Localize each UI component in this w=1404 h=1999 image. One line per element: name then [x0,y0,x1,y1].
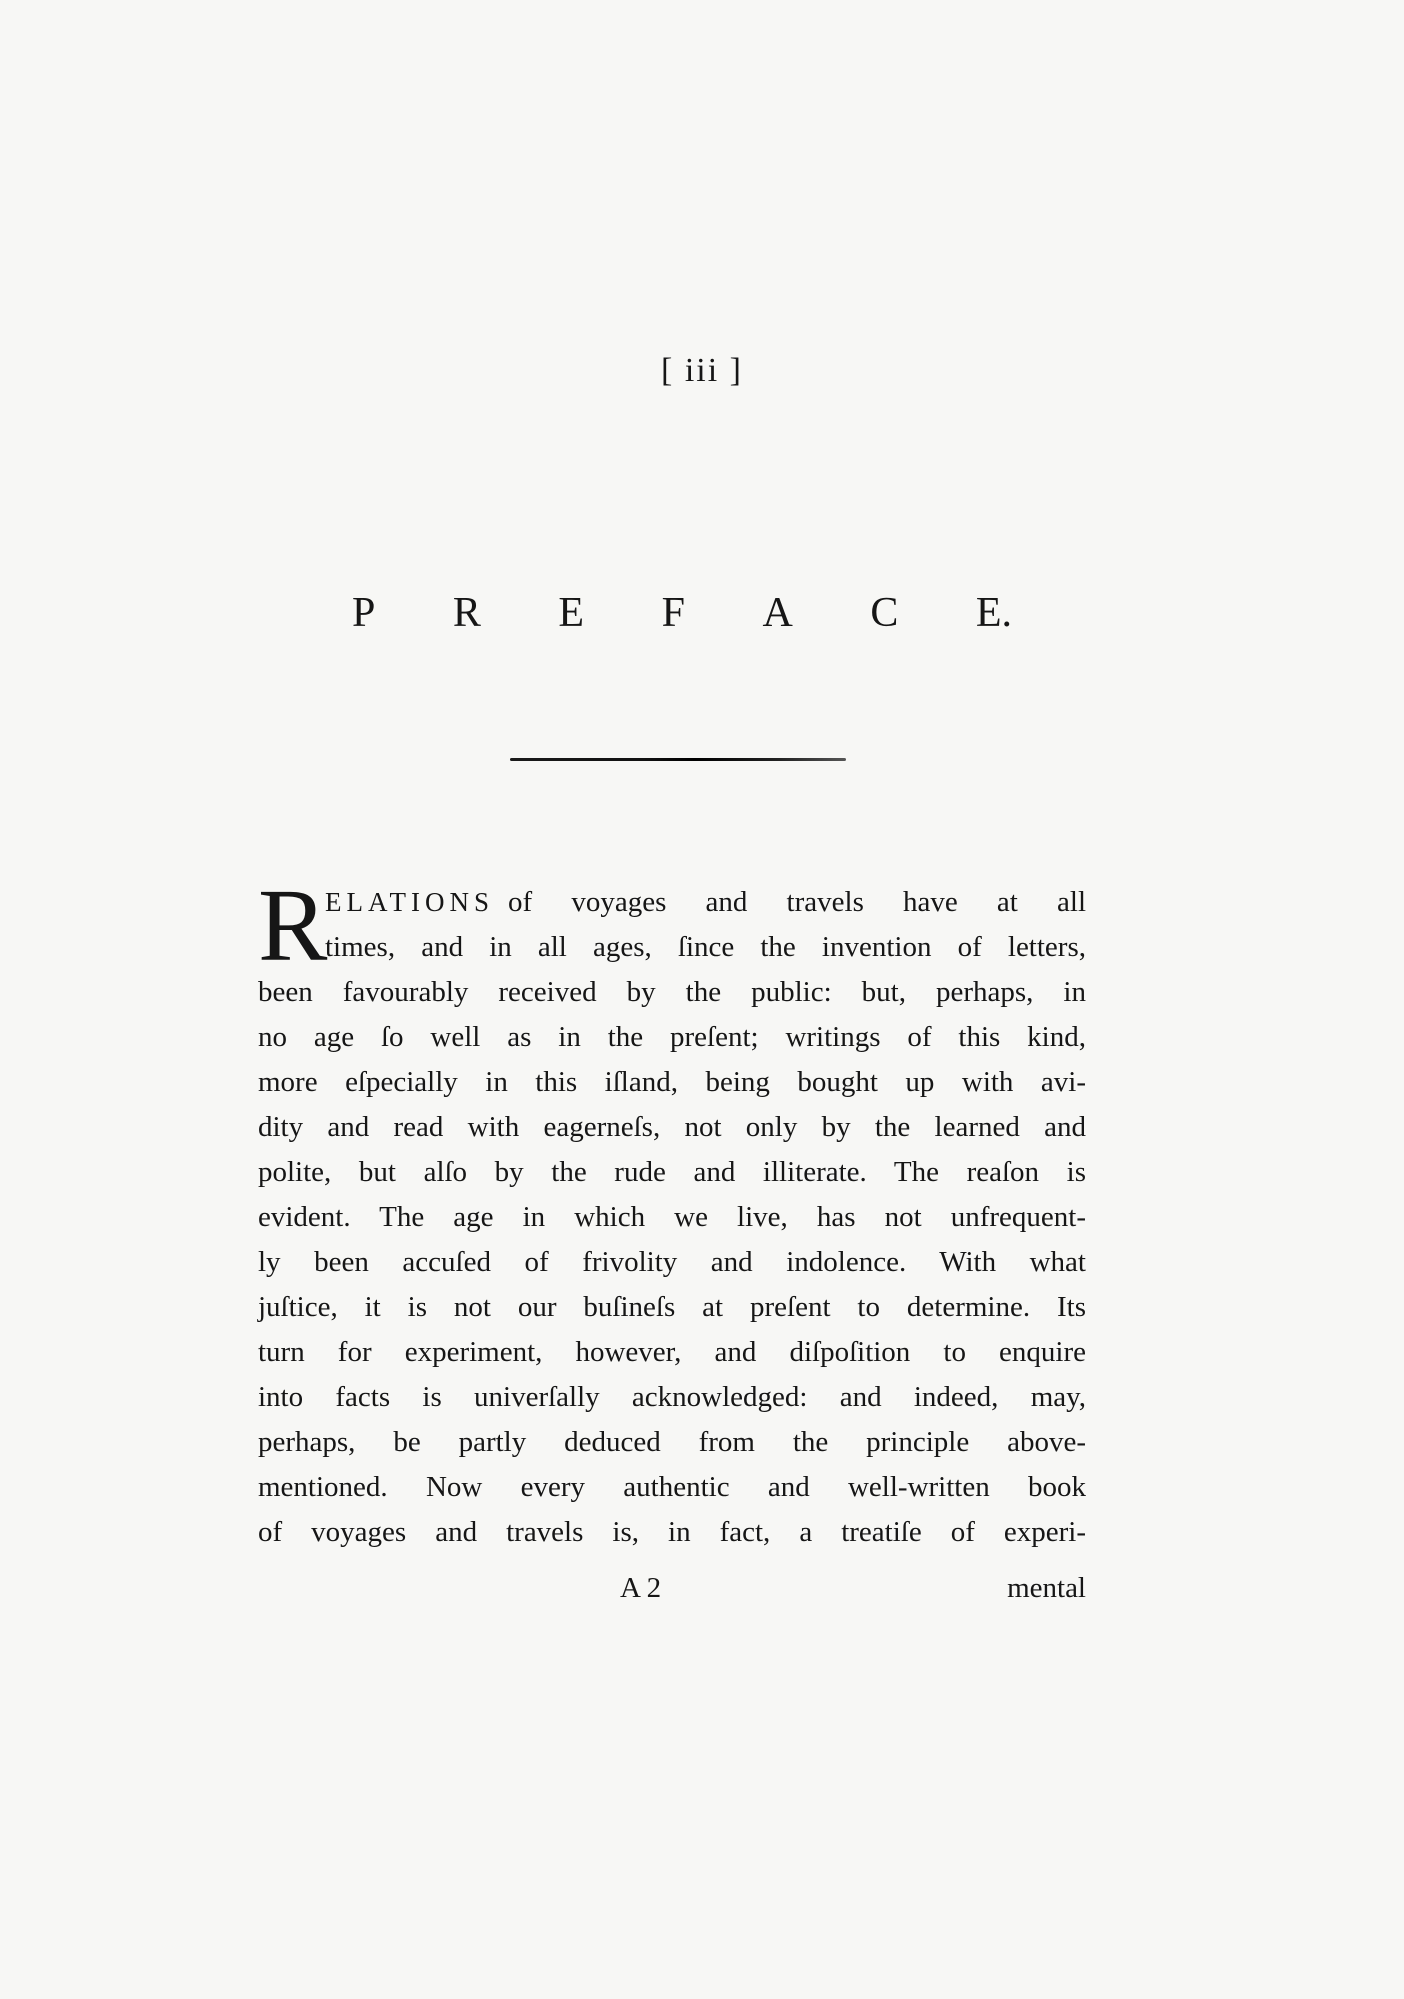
text-line [258,1285,1086,1330]
text-line [258,1015,1086,1060]
drop-cap: R [258,868,328,983]
page-number: [ iii ] [661,352,743,389]
title-letter: E. [975,590,1012,636]
title-letter: R [452,590,481,636]
title-letter: P [352,590,376,636]
text-line [258,1240,1086,1285]
text-line [258,1195,1086,1240]
line-text: dity and read with eagerneſs, not only by the learned and [258,1111,1086,1143]
text-line [258,1330,1086,1375]
line-text: of voyages and travels have at all [508,886,1086,918]
line-text: ly been accuſed of frivolity and indolence. With what [258,1246,1086,1278]
text-line [258,1465,1086,1510]
text-line [258,1060,1086,1105]
text-line [258,1510,1086,1555]
preface-text [258,868,1086,1555]
line-text: perhaps, be partly deduced from the principle above- [258,1426,1086,1458]
text-line [258,1375,1086,1420]
title-letter: A [762,590,793,636]
line-text: more eſpecially in this iſland, being bought up with avi- [258,1066,1086,1098]
title-letter: E [558,590,585,636]
title-rule [510,758,846,761]
line-text: times, and in all ages, ſince the invention of letters, [325,931,1086,963]
line-text: juſtice, it is not our buſineſs at preſent to determine. Its [258,1291,1086,1323]
page-title [352,592,1012,634]
text-line [258,970,1086,1015]
line-text: of voyages and travels is, in fact, a treatiſe of experi- [258,1516,1086,1548]
text-line [258,1150,1086,1195]
title-letter: C [870,590,899,636]
text-line [258,1105,1086,1150]
title-letter: F [661,590,685,636]
line-text: mentioned. Now every authentic and well-written book [258,1471,1086,1503]
line-text: into facts is univerſally acknowledged: and indeed, may, [258,1381,1086,1413]
signature-mark: A 2 [620,1572,662,1604]
line-text: been favourably received by the public: but, perhaps, in [258,976,1086,1008]
line-text: no age ſo well as in the preſent; writings of this kind, [258,1021,1086,1053]
line-text: turn for experiment, however, and diſpoſition to enquire [258,1336,1086,1368]
line-text: evident. The age in which we live, has not unfrequent- [258,1201,1086,1233]
line-text: polite, but alſo by the rude and illiterate. The reaſon is [258,1156,1086,1188]
opening-caps: ELATIONS [325,887,494,917]
page-footer [258,1572,1086,1612]
text-line [258,880,1086,925]
catchword: mental [1007,1572,1086,1604]
text-line [258,1420,1086,1465]
text-line [258,925,1086,970]
